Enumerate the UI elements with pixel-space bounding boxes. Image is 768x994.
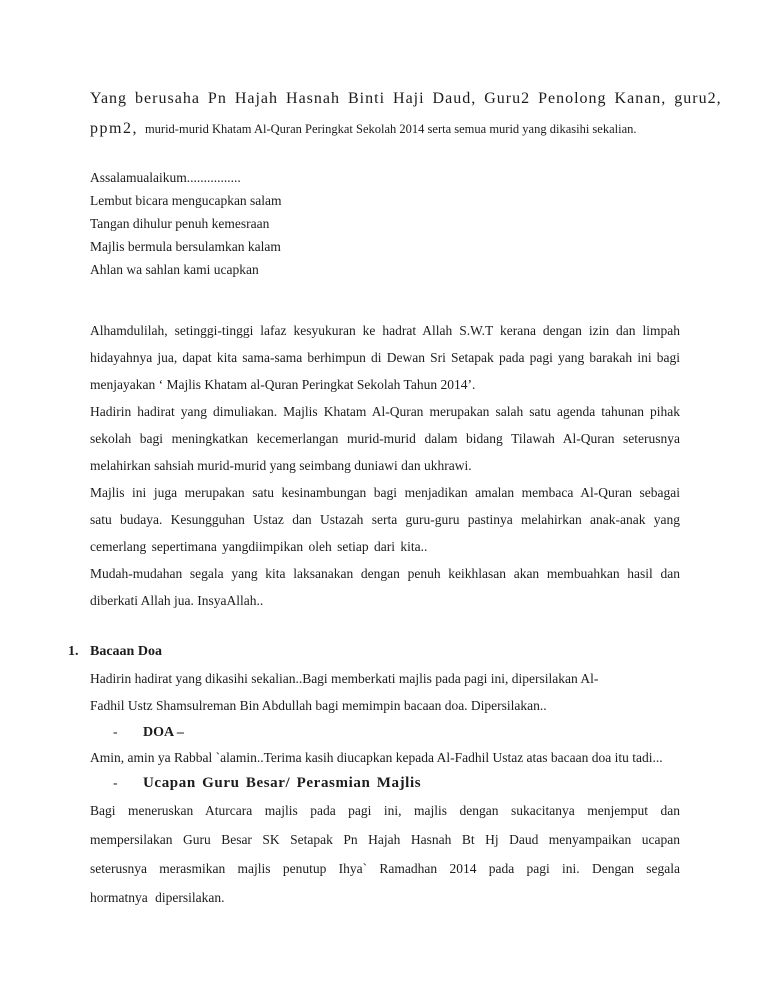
speech-paragraph: Majlis ini juga merupakan satu kesinambungan bagi menjadikan amalan membaca Al-Quran sebagai satu budaya. Kesungguhan Ustaz dan Ustazah serta guru-guru pastinya melahirkan anak-anak yang cemerlang sepertimana yangdiimpikan oleh setiap dari kita.. bbox=[90, 485, 680, 554]
salutation-line1: Yang berusaha Pn Hajah Hasnah Binti Haji Daud, Guru2 Penolong Kanan, guru2, bbox=[90, 90, 722, 107]
bullet-dash: - bbox=[113, 775, 118, 790]
ucapan-bullet bbox=[90, 770, 680, 796]
poem-line: Majlis bermula bersulamkan kalam bbox=[90, 239, 281, 254]
amin-line: Amin, amin ya Rabbal `alamin..Terima kasih diucapkan kepada Al-Fadhil Ustaz atas bacaan doa itu tadi... bbox=[90, 750, 663, 765]
poem-line: Lembut bicara mengucapkan salam bbox=[90, 193, 282, 208]
section-bacaan-doa bbox=[68, 638, 680, 912]
speech-paragraph: Mudah-mudahan segala yang kita laksanakan dengan penuh keikhlasan akan membuahkan hasil dan diberkati Allah jua. InsyaAllah.. bbox=[90, 566, 680, 608]
greeting-poem bbox=[90, 166, 680, 281]
doa-bullet bbox=[90, 719, 680, 745]
section-title: Bacaan Doa bbox=[90, 644, 162, 659]
salutation-rest: murid-murid Khatam Al-Quran Peringkat Sekolah 2014 serta semua murid yang dikasihi sekalian. bbox=[144, 122, 637, 136]
speech-paragraph: Hadirin hadirat yang dimuliakan. Majlis Khatam Al-Quran merupakan salah satu agenda tahunan pihak sekolah bagi meningkatkan kecemerlangan murid-murid dalam bidang Tilawah Al-Quran seterusnya melahirkan sahsiah murid-murid yang seimbang duniawi dan ukhrawi. bbox=[90, 404, 680, 473]
poem-line: Tangan dihulur penuh kemesraan bbox=[90, 216, 270, 231]
section-heading bbox=[68, 638, 680, 665]
poem-line: Ahlan wa sahlan kami ucapkan bbox=[90, 262, 259, 277]
closing-paragraph: Bagi meneruskan Aturcara majlis pada pagi ini, majlis dengan sukacitanya menjemput dan mempersilakan Guru Besar SK Setapak Pn Hajah Hasnah Bt Hj Daud menyampaikan ucapan seterusnya merasmikan majlis penutup Ihya` Ramadhan 2014 pada pagi ini. Dengan segala hormatnya dipersilakan. bbox=[90, 803, 680, 905]
salutation-line2 bbox=[90, 114, 680, 144]
speech-body bbox=[90, 317, 680, 614]
speech-paragraph: Alhamdulilah, setinggi-tinggi lafaz kesyukuran ke hadrat Allah S.W.T kerana dengan izin dan limpah hidayahnya jua, dapat kita sama-sama berhimpun di Dewan Sri Setapak pada pagi yang barakah ini bagi menjayakan ‘ Majlis Khatam al-Quran Peringkat Sekolah Tahun 2014’. bbox=[90, 323, 680, 392]
salutation-block bbox=[90, 84, 722, 144]
doa-label: DOA – bbox=[143, 725, 184, 740]
section-number: 1. bbox=[68, 644, 79, 659]
bullet-dash: - bbox=[113, 724, 118, 739]
salutation-ppm2: ppm2, bbox=[90, 120, 138, 137]
poem-line: Assalamualaikum................ bbox=[90, 170, 241, 185]
ucapan-label: Ucapan Guru Besar/ Perasmian Majlis bbox=[143, 775, 422, 791]
section-intro: Hadirin hadirat yang dikasihi sekalian..Bagi memberkati majlis pada pagi ini, dipersilakan Al-Fadhil Ustz Shamsulreman Bin Abdullah bagi memimpin bacaan doa. Dipersilakan.. bbox=[90, 671, 599, 713]
